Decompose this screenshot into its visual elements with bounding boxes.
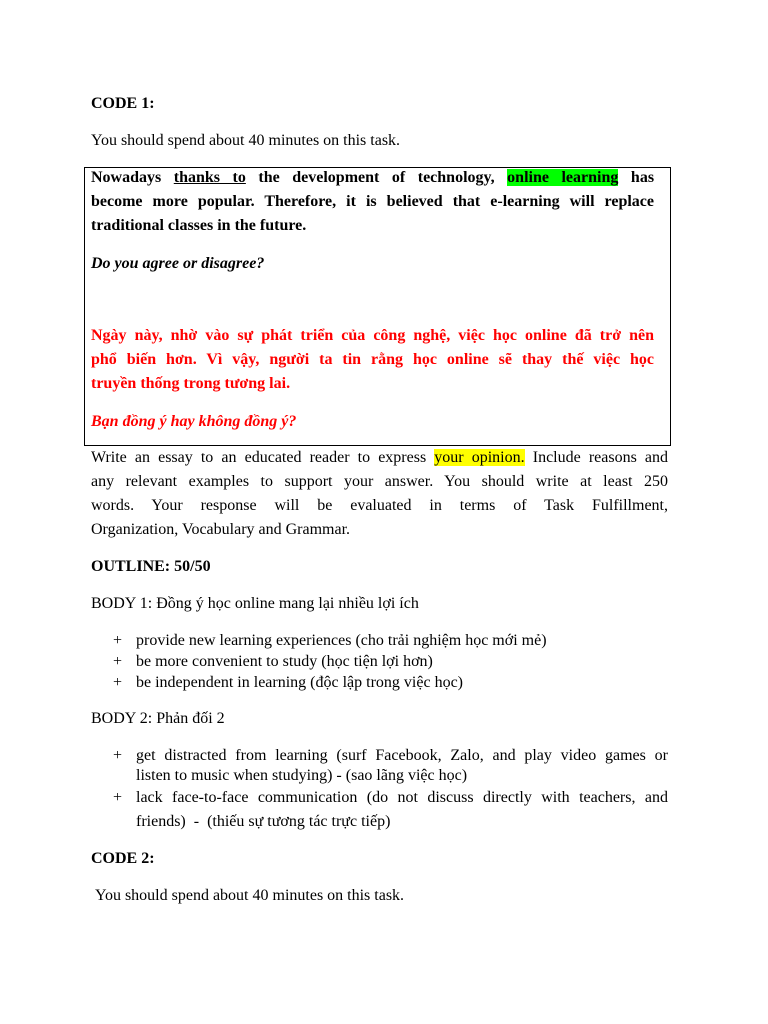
instruction-text: Write an essay to an educated reader to express (91, 449, 427, 466)
body1-item-3: be independent in learning (độc lập trong việc học) (136, 674, 463, 691)
bullet-plus-icon: + (113, 632, 123, 649)
prompt-en-text: the development of technology, (258, 169, 495, 186)
prompt-vi-line-2: phổ biến hơn. Vì vậy, người ta tin rằng học online sẽ thay thế việc học (91, 351, 654, 368)
body1-heading: BODY 1: Đồng ý học online mang lại nhiều lợi ích (91, 595, 419, 612)
bullet-plus-icon: + (113, 674, 123, 691)
code1-heading: CODE 1: (91, 95, 155, 112)
prompt-en-line-3: traditional classes in the future. (91, 217, 307, 234)
writing-instructions-line-3: words. Your response will be evaluated in terms of Task Fulfillment, (91, 497, 668, 514)
prompt-en-text: has (630, 169, 655, 186)
body2-item-1-line-1: get distracted from learning (surf Facebook, Zalo, and play video games or (136, 747, 668, 764)
outline-heading: OUTLINE: 50/50 (91, 558, 211, 575)
prompt-highlighted-phrase: online learning (507, 169, 619, 186)
prompt-en-text: Nowadays (91, 169, 162, 186)
body2-item-1-line-2: listen to music when studying) - (sao lãng việc học) (136, 767, 468, 784)
prompt-vi-question: Bạn đồng ý hay không đồng ý? (91, 413, 297, 430)
body1-item-2: be more convenient to study (học tiện lợi hơn) (136, 653, 433, 670)
body2-item-2-line-1: lack face-to-face communication (do not discuss directly with teachers, and (136, 789, 668, 806)
prompt-en-line-2: become more popular. Therefore, it is believed that e-learning will replace (91, 193, 654, 210)
body2-heading: BODY 2: Phản đối 2 (91, 710, 225, 727)
code2-instruction: You should spend about 40 minutes on this task. (95, 887, 405, 904)
writing-instructions-line-2: any relevant examples to support your answer. You should write at least 250 (91, 473, 668, 490)
bullet-plus-icon: + (113, 653, 123, 670)
writing-instructions-line-4: Organization, Vocabulary and Grammar. (91, 521, 351, 538)
body2-item-2-line-2: friends) - (thiếu sự tương tác trực tiếp) (136, 813, 391, 830)
prompt-en-question: Do you agree or disagree? (91, 255, 265, 272)
body1-item-1: provide new learning experiences (cho trải nghiệm học mới mẻ) (136, 632, 547, 649)
prompt-vi-line-1: Ngày này, nhờ vào sự phát triển của công nghệ, việc học online đã trở nên (91, 327, 654, 344)
bullet-plus-icon: + (113, 789, 123, 806)
code1-instruction: You should spend about 40 minutes on this task. (91, 132, 401, 149)
instruction-text: Include reasons and (532, 449, 669, 466)
code2-heading: CODE 2: (91, 850, 155, 867)
instruction-highlighted-phrase: your opinion. (434, 449, 525, 466)
prompt-underlined-phrase: thanks to (173, 169, 246, 186)
prompt-en-line-1 (91, 169, 654, 187)
writing-instructions-line-1 (91, 449, 668, 467)
bullet-plus-icon: + (113, 747, 123, 764)
prompt-vi-line-3: truyền thống trong tương lai. (91, 375, 291, 392)
